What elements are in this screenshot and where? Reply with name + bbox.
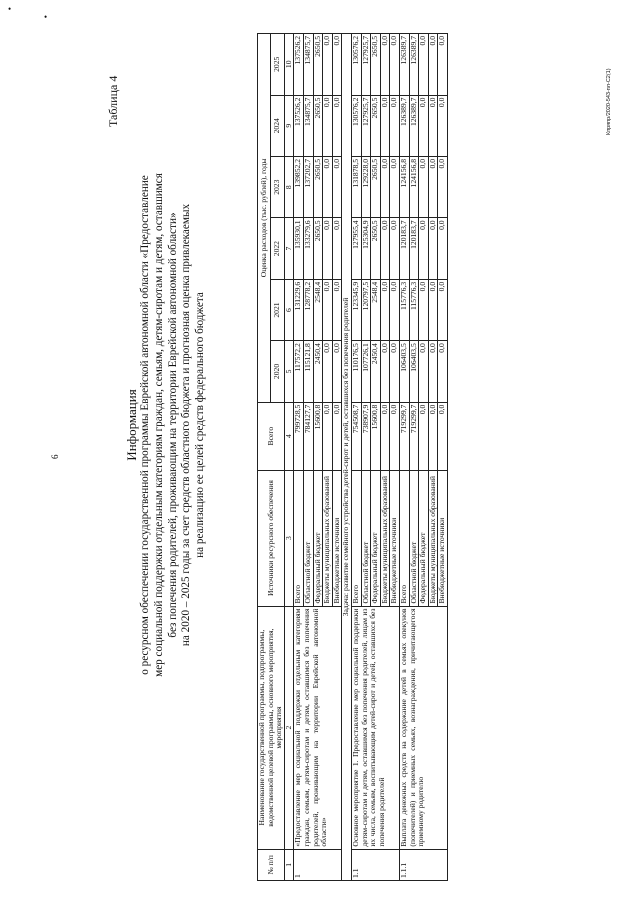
- budget-table: [257, 33, 448, 881]
- value-cell: 0,0: [323, 156, 333, 217]
- table-row: [351, 34, 361, 881]
- value-cell: 784127,7: [303, 402, 313, 470]
- header-index: 9: [284, 95, 294, 156]
- value-cell: 137202,7: [303, 156, 313, 217]
- source-label: Внебюджетные источники: [438, 470, 448, 606]
- row-number: 1: [294, 849, 342, 880]
- value-cell: 0,0: [390, 34, 400, 96]
- source-label: Внебюджетные источники: [390, 470, 400, 606]
- value-cell: 2650,5: [313, 95, 323, 156]
- value-cell: 106403,5: [399, 341, 409, 402]
- value-cell: 0,0: [390, 218, 400, 279]
- source-label: Федеральный бюджет: [313, 470, 323, 606]
- value-cell: 0,0: [419, 218, 429, 279]
- value-cell: 115776,3: [399, 279, 409, 340]
- value-cell: 135930,1: [294, 218, 304, 279]
- source-label: Всего: [351, 470, 361, 606]
- value-cell: 0,0: [332, 156, 342, 217]
- value-cell: 0,0: [419, 279, 429, 340]
- value-cell: 0,0: [428, 341, 438, 402]
- header-index: 5: [284, 341, 294, 402]
- header-index: 3: [284, 470, 294, 606]
- value-cell: 130576,2: [351, 34, 361, 96]
- row-name: Выплата денежных средств на содержание детей в семьях опекунов (попечителей) и приемных семьях, вознаграждения, причитающегося приемному родителю: [399, 606, 447, 849]
- value-cell: 120183,7: [399, 218, 409, 279]
- value-cell: 127925,7: [361, 95, 371, 156]
- value-cell: 2650,5: [313, 156, 323, 217]
- row-number: 1.1.1: [399, 849, 447, 880]
- value-cell: 0,0: [380, 95, 390, 156]
- value-cell: 0,0: [438, 279, 448, 340]
- value-cell: 115121,8: [303, 341, 313, 402]
- header-year: 2024: [271, 95, 284, 156]
- value-cell: 799728,5: [294, 402, 304, 470]
- value-cell: 126389,7: [399, 95, 409, 156]
- value-cell: 0,0: [332, 402, 342, 470]
- value-cell: 0,0: [390, 156, 400, 217]
- source-label: Внебюджетные источники: [332, 470, 342, 606]
- header-name: Наименование государственной программы, подпрограммы, ведомственной целевой программы, основного мероприятия, мероприятия: [258, 606, 285, 849]
- value-cell: 2650,5: [371, 95, 381, 156]
- value-cell: 0,0: [419, 156, 429, 217]
- value-cell: 137526,2: [294, 95, 304, 156]
- value-cell: 126389,7: [409, 95, 419, 156]
- header-index: 7: [284, 218, 294, 279]
- source-label: Всего: [294, 470, 304, 606]
- value-cell: 0,0: [323, 402, 333, 470]
- header-group: Оценка расходов (тыс. рублей), годы: [258, 34, 271, 403]
- source-label: Бюджеты муниципальных образований: [428, 470, 438, 606]
- value-cell: 2650,5: [371, 34, 381, 96]
- value-cell: 0,0: [428, 402, 438, 470]
- header-source: Источники ресурсного обеспечения: [258, 470, 285, 606]
- value-cell: 0,0: [390, 341, 400, 402]
- footer-code: Кпряпр/2020-543-пл-С2(1): [606, 68, 612, 135]
- title-line: о ресурсном обеспечении государственной программы Еврейской автономной области «Предоставление: [139, 175, 151, 675]
- value-cell: 125304,9: [361, 218, 371, 279]
- value-cell: 110176,5: [351, 341, 361, 402]
- header-index: 6: [284, 279, 294, 340]
- value-cell: 107726,1: [361, 341, 371, 402]
- value-cell: 0,0: [332, 218, 342, 279]
- row-name: «Предоставление мер социальной поддержки отдельным категориям граждан, семьям, детям-сиротам и детям, оставшимся без попечения родителей, проживающим на территории Еврейской автономной области»: [294, 606, 342, 849]
- header-year: 2025: [271, 34, 284, 96]
- value-cell: 0,0: [419, 95, 429, 156]
- source-label: Областной бюджет: [409, 470, 419, 606]
- page-number: 6: [50, 454, 60, 459]
- value-cell: 128778,2: [303, 279, 313, 340]
- title-line: на 2020 – 2025 годы за счет средств областного бюджета и прогнозная оценка привлекаемых: [180, 203, 193, 647]
- value-cell: 127955,4: [351, 218, 361, 279]
- value-cell: 0,0: [323, 95, 333, 156]
- value-cell: 134875,7: [303, 95, 313, 156]
- header-year: 2023: [271, 156, 284, 217]
- value-cell: 0,0: [428, 218, 438, 279]
- value-cell: 2650,5: [313, 218, 323, 279]
- row-name: Основное мероприятие 1. Предоставление мер социальной поддержки детям-сиротам и детям, оставшимся без попечения родителей, лицам из их числа, семьям, воспитывающим детей-сирот и детей, оставшихся без попечения родителей: [351, 606, 399, 849]
- value-cell: 0,0: [380, 34, 390, 96]
- value-cell: 0,0: [332, 279, 342, 340]
- value-cell: 719299,7: [399, 402, 409, 470]
- value-cell: 0,0: [390, 279, 400, 340]
- scan-mark: •: [8, 4, 12, 14]
- header-index: 1: [284, 849, 294, 880]
- value-cell: 0,0: [419, 402, 429, 470]
- scan-mark: •: [44, 12, 48, 22]
- value-cell: 754508,7: [351, 402, 361, 470]
- value-cell: 0,0: [380, 279, 390, 340]
- value-cell: 2548,4: [313, 279, 323, 340]
- value-cell: 0,0: [332, 34, 342, 96]
- value-cell: 131229,6: [294, 279, 304, 340]
- value-cell: 2650,5: [371, 218, 381, 279]
- value-cell: 123345,9: [351, 279, 361, 340]
- header-index: 4: [284, 402, 294, 470]
- value-cell: 0,0: [390, 402, 400, 470]
- value-cell: 139852,2: [294, 156, 304, 217]
- value-cell: 134875,7: [303, 34, 313, 96]
- source-label: Бюджеты муниципальных образований: [323, 470, 333, 606]
- value-cell: 120183,7: [409, 218, 419, 279]
- source-label: Федеральный бюджет: [371, 470, 381, 606]
- task-text: Задача: развитие семейного устройства детей-сирот и детей, оставшихся без попечения родителей: [342, 34, 352, 881]
- row-number: 1.1: [351, 849, 399, 880]
- value-cell: 2548,4: [371, 279, 381, 340]
- value-cell: 0,0: [438, 402, 448, 470]
- task-row: [342, 34, 352, 881]
- header-total: Всего: [258, 402, 285, 470]
- value-cell: 0,0: [380, 402, 390, 470]
- value-cell: 0,0: [419, 341, 429, 402]
- source-label: Всего: [399, 470, 409, 606]
- title-line: Информация: [124, 389, 139, 461]
- value-cell: 15600,8: [371, 402, 381, 470]
- value-cell: 124156,8: [409, 156, 419, 217]
- header-year: 2020: [271, 341, 284, 402]
- header-year: 2021: [271, 279, 284, 340]
- value-cell: 0,0: [438, 95, 448, 156]
- value-cell: 15600,8: [313, 402, 323, 470]
- value-cell: 2650,5: [313, 34, 323, 96]
- header-index: 2: [284, 606, 294, 849]
- value-cell: 0,0: [332, 341, 342, 402]
- value-cell: 130576,2: [351, 95, 361, 156]
- value-cell: 2450,4: [313, 341, 323, 402]
- value-cell: 0,0: [438, 218, 448, 279]
- value-cell: 0,0: [390, 95, 400, 156]
- header-index: 10: [284, 34, 294, 96]
- title-line: на реализацию ее целей средств федерального бюджета: [194, 292, 207, 558]
- title-line: мер социальной поддержки отдельным категориям граждан, семьям, детям-сиротам и детям, оставшимся: [152, 173, 165, 677]
- value-cell: 0,0: [380, 218, 390, 279]
- table-row: [399, 34, 409, 881]
- source-label: Бюджеты муниципальных образований: [380, 470, 390, 606]
- value-cell: 0,0: [419, 34, 429, 96]
- value-cell: 0,0: [323, 34, 333, 96]
- value-cell: 0,0: [332, 95, 342, 156]
- header-index: 8: [284, 156, 294, 217]
- title-line: без попечения родителей, проживающим на территории Еврейской автономной области»: [166, 212, 179, 638]
- value-cell: 0,0: [428, 34, 438, 96]
- value-cell: 0,0: [428, 156, 438, 217]
- value-cell: 2450,4: [371, 341, 381, 402]
- value-cell: 0,0: [380, 341, 390, 402]
- value-cell: 133279,6: [303, 218, 313, 279]
- value-cell: 117572,2: [294, 341, 304, 402]
- header-year: 2022: [271, 218, 284, 279]
- value-cell: 0,0: [380, 156, 390, 217]
- value-cell: 0,0: [438, 34, 448, 96]
- value-cell: 0,0: [438, 341, 448, 402]
- value-cell: 129228,0: [361, 156, 371, 217]
- table-label: Таблица 4: [106, 75, 120, 127]
- value-cell: 106403,5: [409, 341, 419, 402]
- value-cell: 0,0: [323, 279, 333, 340]
- value-cell: 719299,7: [409, 402, 419, 470]
- source-label: Областной бюджет: [303, 470, 313, 606]
- value-cell: 115776,3: [409, 279, 419, 340]
- value-cell: 126389,7: [409, 34, 419, 96]
- document-title: [124, 145, 208, 705]
- value-cell: 120797,5: [361, 279, 371, 340]
- value-cell: 738907,9: [361, 402, 371, 470]
- value-cell: 2650,5: [371, 156, 381, 217]
- value-cell: 0,0: [323, 218, 333, 279]
- value-cell: 0,0: [323, 341, 333, 402]
- source-label: Федеральный бюджет: [419, 470, 429, 606]
- value-cell: 127925,7: [361, 34, 371, 96]
- source-label: Областной бюджет: [361, 470, 371, 606]
- value-cell: 137526,2: [294, 34, 304, 96]
- value-cell: 124156,8: [399, 156, 409, 217]
- header-num: № п/п: [258, 849, 285, 880]
- value-cell: 126389,7: [399, 34, 409, 96]
- value-cell: 0,0: [438, 156, 448, 217]
- value-cell: 131878,5: [351, 156, 361, 217]
- value-cell: 0,0: [428, 279, 438, 340]
- value-cell: 0,0: [428, 95, 438, 156]
